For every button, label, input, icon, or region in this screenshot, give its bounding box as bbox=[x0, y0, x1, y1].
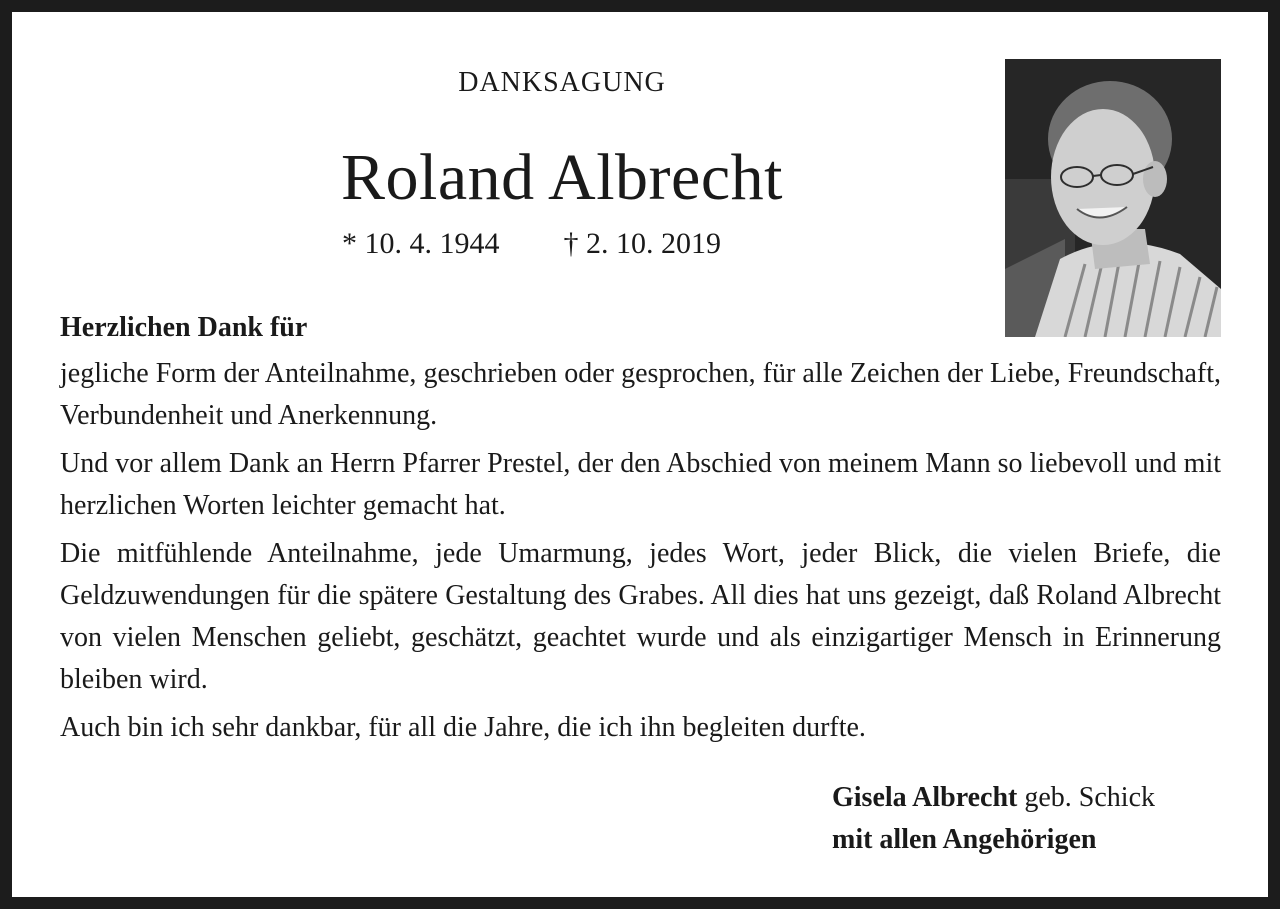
thanks-paragraph: Die mitfühlende Anteilnahme, jede Umarmung, jedes Wort, jeder Blick, die vielen Briefe, die Geldzuwendungen für die spätere Gestaltung des Grabes. All dies hat uns gezeigt, daß Roland Albrecht von vielen Menschen geliebt, geschätzt, geachtet wurde und als einzigartiger Mensch in Erinnerung bleiben wird. bbox=[60, 538, 1221, 695]
signature-line bbox=[832, 777, 1155, 819]
birth-date: * 10. 4. 1944 bbox=[342, 227, 500, 260]
thanks-lead: Herzlichen Dank für bbox=[60, 312, 308, 343]
signer-maiden-name: geb. Schick bbox=[1024, 782, 1156, 813]
signer-name: Gisela Albrecht bbox=[832, 782, 1018, 813]
thanks-paragraph: Und vor allem Dank an Herrn Pfarrer Prestel, der den Abschied von meinem Mann so liebevoll und mit herzlichen Worten leichter gemacht hat. bbox=[60, 448, 1221, 521]
thanks-paragraph: Auch bin ich sehr dankbar, für all die Jahre, die ich ihn begleiten durfte. bbox=[60, 712, 866, 743]
thanks-paragraph: jegliche Form der Anteilnahme, geschrieben oder gesprochen, für alle Zeichen der Liebe, Freundschaft, Verbundenheit und Anerkennung. bbox=[60, 358, 1221, 431]
notice-heading: DANKSAGUNG bbox=[458, 67, 666, 98]
signature-block bbox=[832, 777, 1155, 861]
life-dates bbox=[342, 227, 721, 261]
thanks-text bbox=[60, 307, 1221, 755]
portrait-photo bbox=[1005, 59, 1221, 337]
signer-family: mit allen Angehörigen bbox=[832, 824, 1097, 855]
obituary-card bbox=[12, 12, 1268, 897]
death-date: † 2. 10. 2019 bbox=[563, 227, 721, 260]
deceased-name: Roland Albrecht bbox=[341, 141, 783, 214]
